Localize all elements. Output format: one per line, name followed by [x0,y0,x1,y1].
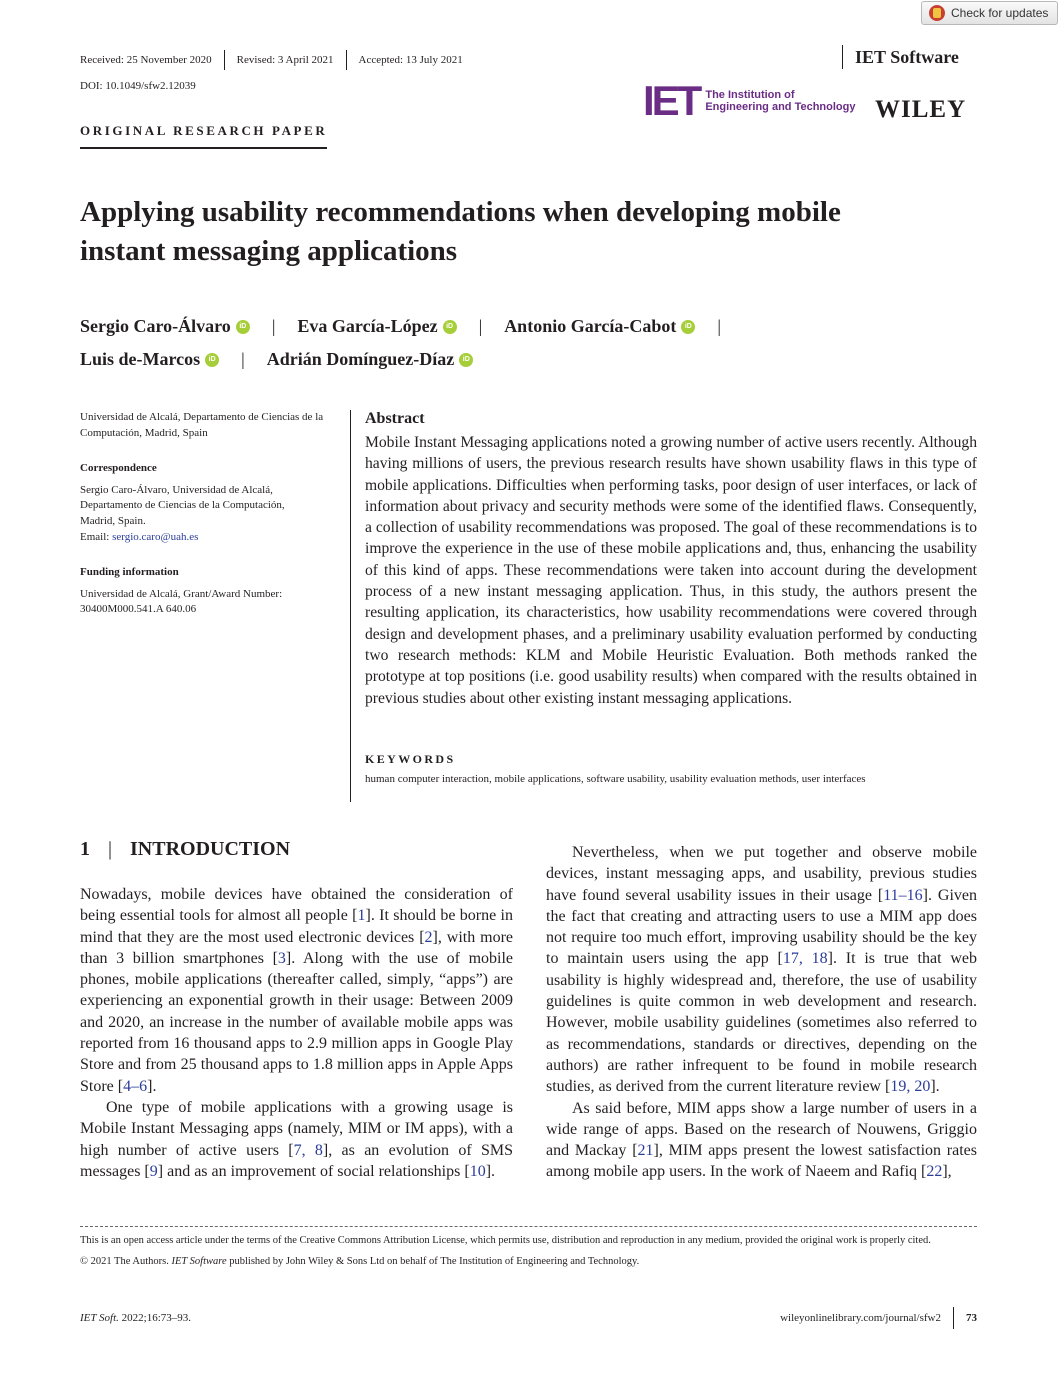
citation-link[interactable]: 11–16 [883,886,923,904]
citation-link[interactable]: 9 [149,1162,158,1180]
keywords-heading: KEYWORDS [365,752,456,766]
email-link[interactable]: sergio.caro@uah.es [112,530,199,543]
correspondence-email-row [80,530,340,546]
citation-link[interactable]: 4–6 [123,1077,148,1095]
citation-link[interactable]: 22 [926,1163,943,1181]
copyright-text: © 2021 The Authors. IET Software published by John Wiley & Sons Ltd on behalf of The Institution of Engineering and Technology. [80,1255,640,1267]
author-list [80,310,743,376]
wiley-logo: WILEY [875,96,967,123]
divider [953,1307,954,1329]
author-name[interactable]: Luis de-Marcos [80,349,201,369]
received-date: Received: 25 November 2020 [80,54,212,66]
citation-link[interactable]: 1 [357,907,366,925]
citation-link[interactable]: 10 [469,1162,486,1180]
check-for-updates-button[interactable] [921,1,1058,25]
affiliation: Universidad de Alcalá, Departamento de Ciencias de la Computación, Madrid, Spain [80,411,324,439]
section-number: 1 [80,838,90,860]
footnote-divider [80,1226,977,1227]
article-title [80,193,980,271]
paragraph: One type of mobile applications with a growing usage is Mobile Instant Messaging apps (namely, MIM or IM apps), with a high number of active users [7, 8], as an evolution of SMS messages [9] and as an improvement of social relationships [10]. [80,1098,514,1180]
section-heading [80,838,290,861]
correspondence-city: Madrid, Spain. [80,514,146,527]
license-text: This is an open access article under the terms of the Creative Commons Attribution License, which permits use, distribution and reproduction in any medium, provided the original work is properly cited. [80,1235,931,1246]
abstract-heading: Abstract [365,410,425,427]
journal-name: IET Software [842,45,959,69]
correspondence-name: Sergio Caro-Álvaro, Universidad de Alcalá, [80,483,273,496]
paragraph: Nevertheless, when we put together and observe mobile devices, instant messaging apps, and usability, previous studies have found several usability issues in their usage [11–16]. Given the fact that creating and attracting users to use a MIM app does not require too much effort, improving usability should be the key to maintain users using the app [17, 18]. It is true that web usability is highly widespread and, therefore, the use of usability guidelines is quite common in web development and research. However, mobile usability guidelines (sometimes also referred to as recommendations, standards or directives, depending on the authors) are rather infrequent to be found in mobile research studies, as derived from the current literature review [19, 20]. [546,844,977,1096]
article-dates [80,50,463,70]
orcid-icon[interactable]: iD [205,353,219,367]
orcid-icon[interactable]: iD [236,320,250,334]
citation-link[interactable]: 21 [637,1142,654,1160]
author-info-sidebar [80,410,340,618]
orcid-icon[interactable]: iD [459,353,473,367]
body-column-left [80,884,513,1182]
author-name[interactable]: Sergio Caro-Álvaro [80,316,231,336]
iet-logo [643,77,856,124]
author-name[interactable]: Adrián Domínguez-Díaz [266,349,455,369]
author-separator: | [478,316,483,336]
author-separator: | [717,316,721,336]
title-line-2: instant messaging applications [80,235,458,267]
citation-info: IET Soft. 2022;16:73–93. [80,1312,192,1324]
author-name[interactable]: Eva García-López [297,316,438,336]
author-name[interactable]: Antonio García-Cabot [504,316,677,336]
section-title: INTRODUCTION [130,838,291,860]
funding-heading: Funding information [80,566,179,579]
orcid-icon[interactable]: iD [443,320,457,334]
citation-link[interactable]: 17, 18 [782,950,828,968]
citation-link[interactable]: 2 [424,928,433,946]
revised-date: Revised: 3 April 2021 [236,54,334,66]
correspondence-heading: Correspondence [80,462,157,475]
author-separator: | [271,316,276,336]
iet-logo-line1: The Institution of [705,89,795,101]
citation-link[interactable]: 19, 20 [890,1078,931,1096]
divider [346,50,347,70]
journal-url[interactable]: wileyonlinelibrary.com/journal/sfw2 [780,1312,941,1324]
citation-link[interactable]: 3 [277,949,286,967]
orcid-icon[interactable]: iD [681,320,695,334]
check-for-updates-label: Check for updates [951,6,1049,20]
abstract-text: Mobile Instant Messaging applications noted a growing number of active users recently. Although having millions of users, the previous research results have shown usability flaws in this type of mobile applications. Difficulties when performing tasks, poor design of user interfaces, or lack of information about privacy and security methods were some of the identified flaws. Consequently, a collection of usability recommendations was proposed. The goal of these recommendations is to improve the experience in the use of these mobile applications and, thus, enhancing the usability of this kind of apps. These recommendations were taken into account during the development process of a new instant messaging application. Thus, in this study, the authors present the resulting application, its characteristics, how usability recommendations were covered through design and development phases, and a preliminary usability evaluation performed by conducting two research methods: KLM and Mobile Heuristic Evaluation. Both methods ranked the prototype at top positions (i.e. good usability results) when compared with the results obtained in previous studies about other existing instant messaging applications. [365,434,977,707]
sidebar-divider [350,410,351,802]
title-line-1: Applying usability recommendations when developing mobile [80,196,841,228]
iet-logo-text [705,89,855,113]
paragraph: Nowadays, mobile devices have obtained the consideration of being essential tools for almost all people [1]. It should be borne in mind that they are the most used electronic devices [2], with more than 3 billion smartphones [3]. Along with the use of mobile phones, mobile applications (thereafter called, simply, “apps”) are experiencing an exponential growth in their usage: Between 2009 and 2020, an increase in the number of available mobile apps was reported from 16 thousand apps to 2.9 million apps in Google Play Store and from 25 thousand apps to 1.8 million apps in Apple Apps Store [4–6]. [80,886,514,1095]
accepted-date: Accepted: 13 July 2021 [358,54,463,66]
correspondence-dept: Departamento de Ciencias de la Computación, [80,499,285,512]
section-separator: | [108,838,113,860]
page-number: 73 [966,1312,977,1324]
keywords-text: human computer interaction, mobile applications, software usability, usability evaluation methods, user interfaces [365,773,866,785]
update-icon [929,5,945,21]
divider [224,50,225,70]
article-type: ORIGINAL RESEARCH PAPER [80,123,327,149]
page-footer [80,1307,977,1329]
email-label: Email: [80,530,110,543]
doi[interactable]: DOI: 10.1049/sfw2.12039 [80,80,196,92]
author-separator: | [241,349,245,369]
body-column-right [546,842,977,1183]
iet-logo-mark: IET [643,77,700,124]
paragraph: As said before, MIM apps show a large number of users in a wide range of apps. Based on the research of Nouwens, Griggio and Mackay [21], MIM apps present the lowest satisfaction rates among mobile app users. In the work of Naeem and Rafiq [22], [546,1099,978,1181]
footnote [80,1233,977,1274]
funding-line-2: 30400M000.541.A 640.06 [80,603,197,616]
funding-line-1: Universidad de Alcalá, Grant/Award Number: [80,587,283,600]
citation-link[interactable]: 7, 8 [293,1141,323,1159]
iet-logo-line2: Engineering and Technology [705,101,856,113]
